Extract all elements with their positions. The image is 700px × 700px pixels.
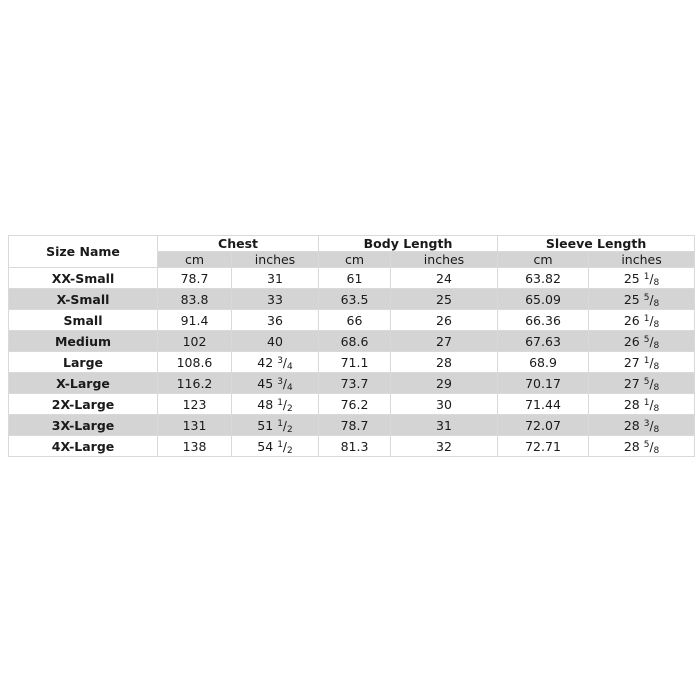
sleeve-inches-cell: 28 $^3/_8$ — [589, 415, 695, 436]
body-cm-cell: 73.7 — [319, 373, 391, 394]
body-cm-cell: 76.2 — [319, 394, 391, 415]
body-inches-cell: 31 — [391, 415, 498, 436]
chest-inches-cell: 42 $^3/_4$ — [232, 352, 319, 373]
sleeve-inches-cell: 26 $^1/_8$ — [589, 310, 695, 331]
table-row — [9, 373, 695, 394]
sleeve-inches-header: inches — [589, 252, 695, 268]
size-name-cell: Small — [9, 310, 158, 331]
size-name-header: Size Name — [9, 236, 158, 268]
body-length-header: Body Length — [319, 236, 498, 252]
body-inches-cell: 25 — [391, 289, 498, 310]
chest-inches-cell: 51 $^1/_2$ — [232, 415, 319, 436]
sleeve-cm-cell: 68.9 — [498, 352, 589, 373]
chest-cm-cell: 131 — [158, 415, 232, 436]
body-cm-header: cm — [319, 252, 391, 268]
sleeve-length-header: Sleeve Length — [498, 236, 695, 252]
chest-inches-header: inches — [232, 252, 319, 268]
body-cm-cell: 63.5 — [319, 289, 391, 310]
sleeve-inches-cell: 27 $^1/_8$ — [589, 352, 695, 373]
size-name-cell: Medium — [9, 331, 158, 352]
chest-cm-cell: 138 — [158, 436, 232, 457]
sleeve-inches-cell: 25 $^5/_8$ — [589, 289, 695, 310]
sleeve-cm-cell: 63.82 — [498, 268, 589, 289]
chest-cm-cell: 78.7 — [158, 268, 232, 289]
chest-inches-cell: 45 $^3/_4$ — [232, 373, 319, 394]
size-rows — [9, 268, 695, 457]
body-inches-cell: 32 — [391, 436, 498, 457]
table-row — [9, 289, 695, 310]
sleeve-inches-cell: 26 $^5/_8$ — [589, 331, 695, 352]
chest-cm-cell: 83.8 — [158, 289, 232, 310]
chest-cm-cell: 108.6 — [158, 352, 232, 373]
sleeve-inches-cell: 28 $^1/_8$ — [589, 394, 695, 415]
size-name-cell: 2X-Large — [9, 394, 158, 415]
size-name-cell: Large — [9, 352, 158, 373]
sleeve-cm-cell: 71.44 — [498, 394, 589, 415]
body-inches-cell: 29 — [391, 373, 498, 394]
chest-header: Chest — [158, 236, 319, 252]
chest-inches-cell: 54 $^1/_2$ — [232, 436, 319, 457]
sleeve-cm-cell: 65.09 — [498, 289, 589, 310]
sleeve-cm-cell: 70.17 — [498, 373, 589, 394]
chest-inches-cell: 33 — [232, 289, 319, 310]
size-name-cell: 4X-Large — [9, 436, 158, 457]
body-inches-cell: 30 — [391, 394, 498, 415]
sleeve-cm-cell: 66.36 — [498, 310, 589, 331]
body-inches-header: inches — [391, 252, 498, 268]
size-chart-table — [8, 235, 695, 457]
chest-cm-header: cm — [158, 252, 232, 268]
size-name-cell: XX-Small — [9, 268, 158, 289]
table-row — [9, 331, 695, 352]
chest-inches-cell: 31 — [232, 268, 319, 289]
body-inches-cell: 27 — [391, 331, 498, 352]
chest-inches-cell: 36 — [232, 310, 319, 331]
table-row — [9, 310, 695, 331]
sleeve-cm-cell: 72.71 — [498, 436, 589, 457]
body-cm-cell: 81.3 — [319, 436, 391, 457]
table-row — [9, 352, 695, 373]
body-inches-cell: 28 — [391, 352, 498, 373]
body-cm-cell: 78.7 — [319, 415, 391, 436]
sleeve-cm-header: cm — [498, 252, 589, 268]
chest-cm-cell: 102 — [158, 331, 232, 352]
sleeve-inches-cell: 27 $^5/_8$ — [589, 373, 695, 394]
chest-inches-cell: 48 $^1/_2$ — [232, 394, 319, 415]
sleeve-cm-cell: 67.63 — [498, 331, 589, 352]
table-row — [9, 394, 695, 415]
body-cm-cell: 68.6 — [319, 331, 391, 352]
sleeve-inches-cell: 28 $^5/_8$ — [589, 436, 695, 457]
sleeve-cm-cell: 72.07 — [498, 415, 589, 436]
chest-inches-cell: 40 — [232, 331, 319, 352]
body-cm-cell: 71.1 — [319, 352, 391, 373]
table-row — [9, 268, 695, 289]
header-group-row — [9, 236, 695, 252]
chest-cm-cell: 123 — [158, 394, 232, 415]
size-name-cell: X-Large — [9, 373, 158, 394]
body-inches-cell: 26 — [391, 310, 498, 331]
body-cm-cell: 61 — [319, 268, 391, 289]
chest-cm-cell: 91.4 — [158, 310, 232, 331]
body-cm-cell: 66 — [319, 310, 391, 331]
body-inches-cell: 24 — [391, 268, 498, 289]
sleeve-inches-cell: 25 $^1/_8$ — [589, 268, 695, 289]
table-row — [9, 436, 695, 457]
table-row — [9, 415, 695, 436]
size-name-cell: X-Small — [9, 289, 158, 310]
chest-cm-cell: 116.2 — [158, 373, 232, 394]
size-name-cell: 3X-Large — [9, 415, 158, 436]
